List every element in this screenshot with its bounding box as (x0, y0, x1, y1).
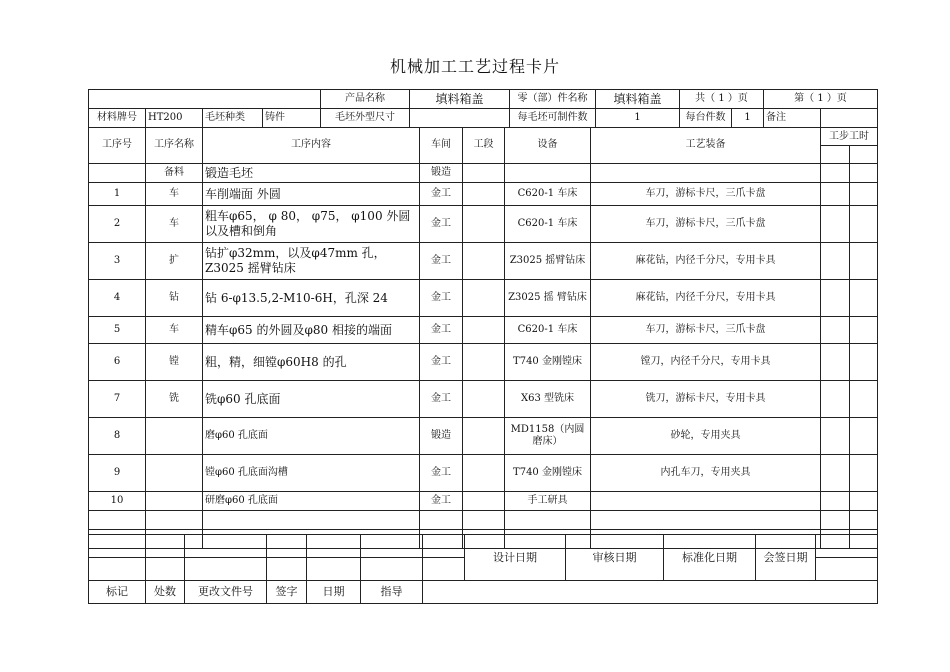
tooling-cell: 砂轮，专用夹具 (591, 418, 821, 455)
units-per-machine-value: 1 (732, 109, 764, 128)
section-cell (463, 381, 505, 418)
section-cell (463, 344, 505, 381)
op-number-cell (89, 164, 146, 183)
op-name-cell: 车 (146, 317, 203, 344)
tooling-cell: 麻花钻，内径千分尺，专用卡具 (591, 243, 821, 280)
product-name-label: 产品名称 (321, 90, 410, 109)
hours-cell-a (821, 206, 850, 243)
equipment-cell: T740 金刚镗床 (505, 344, 591, 381)
blank-type-label: 毛坯种类 (203, 109, 263, 128)
col-workshop: 车间 (420, 128, 463, 164)
equipment-cell (505, 164, 591, 183)
op-name-cell: 扩 (146, 243, 203, 280)
col-tooling: 工艺装备 (591, 128, 821, 164)
table-row (89, 455, 878, 492)
workshop-cell: 金工 (420, 317, 463, 344)
table-row (89, 280, 878, 317)
workshop-cell: 锻造 (420, 418, 463, 455)
tooling-cell (591, 492, 821, 511)
page-number: 第（ 1 ）页 (764, 90, 878, 109)
section-cell (463, 418, 505, 455)
hours-cell-a (821, 164, 850, 183)
op-content-cell: 钻 6-φ13.5,2-M10-6H，孔深 24 (203, 280, 420, 317)
hours-cell-b (850, 317, 878, 344)
op-name-cell: 车 (146, 183, 203, 206)
signature-label: 签字 (267, 581, 307, 604)
hours-cell-b (850, 243, 878, 280)
op-number-cell: 1 (89, 183, 146, 206)
hours-cell-b (850, 418, 878, 455)
op-number-cell: 4 (89, 280, 146, 317)
hours-cell-a (821, 317, 850, 344)
op-name-cell: 铣 (146, 381, 203, 418)
change-doc-label: 更改文件号 (185, 581, 267, 604)
op-number-cell: 5 (89, 317, 146, 344)
section-cell (463, 317, 505, 344)
equipment-cell: C620-1 车床 (505, 317, 591, 344)
op-content-cell: 镗φ60 孔底面沟槽 (203, 455, 420, 492)
op-number-cell: 10 (89, 492, 146, 511)
op-content-cell: 锻造毛坯 (203, 164, 420, 183)
table-row (89, 381, 878, 418)
hours-cell-a (821, 344, 850, 381)
col-op-no: 工序号 (89, 128, 146, 164)
equipment-cell: T740 金刚镗床 (505, 455, 591, 492)
section-cell (463, 280, 505, 317)
table-row (89, 344, 878, 381)
guidance-label: 指导 (361, 581, 423, 604)
workshop-cell: 锻造 (420, 164, 463, 183)
op-name-cell: 钻 (146, 280, 203, 317)
workshop-cell: 金工 (420, 280, 463, 317)
section-cell (463, 164, 505, 183)
remarks-label: 备注 (764, 109, 821, 128)
blank-row (89, 511, 878, 530)
section-cell (463, 243, 505, 280)
review-date-label: 审核日期 (566, 535, 664, 581)
equipment-cell: C620-1 车床 (505, 206, 591, 243)
op-number-cell: 2 (89, 206, 146, 243)
standardization-date-label: 标准化日期 (664, 535, 756, 581)
date-label: 日期 (307, 581, 361, 604)
units-per-machine-label: 每台件数 (680, 109, 732, 128)
op-number-cell: 7 (89, 381, 146, 418)
section-cell (463, 455, 505, 492)
equipment-cell: MD1158（内圆磨床） (505, 418, 591, 455)
hours-cell-b (850, 183, 878, 206)
op-number-cell: 3 (89, 243, 146, 280)
hours-cell-a (821, 280, 850, 317)
tooling-cell: 镗刀，内径千分尺，专用卡具 (591, 344, 821, 381)
hours-cell-a (821, 492, 850, 511)
tooling-cell: 车刀，游标卡尺，三爪卡盘 (591, 317, 821, 344)
header-row-1 (89, 90, 878, 109)
hours-cell-b (850, 164, 878, 183)
hours-cell-a (821, 183, 850, 206)
remarks-value (821, 109, 878, 128)
op-content-cell: 磨φ60 孔底面 (203, 418, 420, 455)
material-label: 材料牌号 (89, 109, 146, 128)
tooling-cell: 铣刀，游标卡尺，专用卡具 (591, 381, 821, 418)
material-value: HT200 (146, 109, 203, 128)
op-name-cell: 车 (146, 206, 203, 243)
table-row (89, 164, 878, 183)
product-name-value: 填料箱盖 (410, 90, 510, 109)
equipment-cell: Z3025 摇臂钻床 (505, 243, 591, 280)
hours-cell-a (821, 418, 850, 455)
op-content-cell: 钻扩φ32mm，以及φ47mm 孔，Z3025 摇臂钻床 (203, 243, 420, 280)
op-content-cell: 粗，精，细镗φ60H8 的孔 (203, 344, 420, 381)
op-number-cell: 8 (89, 418, 146, 455)
hours-cell-b (850, 344, 878, 381)
op-content-cell: 精车φ65 的外圆及φ80 相接的端面 (203, 317, 420, 344)
header-row-2 (89, 109, 878, 128)
op-number-cell: 6 (89, 344, 146, 381)
equipment-cell: X63 型铣床 (505, 381, 591, 418)
workshop-cell: 金工 (420, 183, 463, 206)
table-row (89, 243, 878, 280)
hours-cell-b (850, 280, 878, 317)
col-work-hours: 工步工时 (821, 128, 877, 146)
signature-table (88, 534, 878, 604)
col-equipment: 设备 (505, 128, 591, 164)
col-op-name: 工序名称 (146, 128, 203, 164)
op-content-cell: 研磨φ60 孔底面 (203, 492, 420, 511)
part-name-label: 零（部）件名称 (510, 90, 596, 109)
op-name-cell (146, 455, 203, 492)
table-row (89, 418, 878, 455)
equipment-cell: 手工研具 (505, 492, 591, 511)
table-row (89, 206, 878, 243)
table-row (89, 492, 878, 511)
section-cell (463, 183, 505, 206)
card-title: 机械加工工艺过程卡片 (389, 57, 560, 76)
parts-per-blank-value: 1 (596, 109, 680, 128)
count-label: 处数 (146, 581, 185, 604)
section-cell (463, 492, 505, 511)
workshop-cell: 金工 (420, 492, 463, 511)
blank-type-value: 铸件 (263, 109, 321, 128)
hours-cell-a (821, 455, 850, 492)
hours-cell-b (850, 455, 878, 492)
op-number-cell: 9 (89, 455, 146, 492)
mark-label: 标记 (89, 581, 146, 604)
footer-row-1 (89, 535, 878, 558)
op-content-cell: 粗车φ65， φ 80， φ75， φ100 外圆以及槽和倒角 (203, 206, 420, 243)
hours-cell-b (850, 492, 878, 511)
workshop-cell: 金工 (420, 344, 463, 381)
workshop-cell: 金工 (420, 243, 463, 280)
total-pages: 共（ 1 ）页 (680, 90, 764, 109)
op-name-cell: 镗 (146, 344, 203, 381)
tooling-cell: 车刀，游标卡尺，三爪卡盘 (591, 183, 821, 206)
op-name-cell: 备料 (146, 164, 203, 183)
table-row (89, 317, 878, 344)
table-row (89, 183, 878, 206)
equipment-cell: C620-1 车床 (505, 183, 591, 206)
col-op-content: 工序内容 (203, 128, 420, 164)
hours-cell-a (821, 243, 850, 280)
equipment-cell: Z3025 摇 臂钻床 (505, 280, 591, 317)
footer-row-3 (89, 581, 878, 604)
countersign-date-label: 会签日期 (756, 535, 816, 581)
tooling-cell (591, 164, 821, 183)
workshop-cell: 金工 (420, 455, 463, 492)
op-name-cell (146, 418, 203, 455)
process-card-table (88, 89, 878, 128)
blank-size-value (410, 109, 510, 128)
column-header-row (89, 128, 878, 164)
tooling-cell: 内孔车刀，专用夹具 (591, 455, 821, 492)
design-date-label: 设计日期 (465, 535, 566, 581)
col-section: 工段 (463, 128, 505, 164)
workshop-cell: 金工 (420, 206, 463, 243)
hours-cell-b (850, 381, 878, 418)
hours-cell-a (821, 381, 850, 418)
workshop-cell: 金工 (420, 381, 463, 418)
parts-per-blank-label: 每毛坯可制件数 (510, 109, 596, 128)
tooling-cell: 麻花钻，内径千分尺，专用卡具 (591, 280, 821, 317)
op-name-cell (146, 492, 203, 511)
process-steps-table (88, 127, 878, 549)
tooling-cell: 车刀，游标卡尺，三爪卡盘 (591, 206, 821, 243)
blank-size-label: 毛坯外型尺寸 (321, 109, 410, 128)
op-content-cell: 车削端面 外圆 (203, 183, 420, 206)
hours-cell-b (850, 206, 878, 243)
section-cell (463, 206, 505, 243)
op-content-cell: 铣φ60 孔底面 (203, 381, 420, 418)
part-name-value: 填料箱盖 (596, 90, 680, 109)
